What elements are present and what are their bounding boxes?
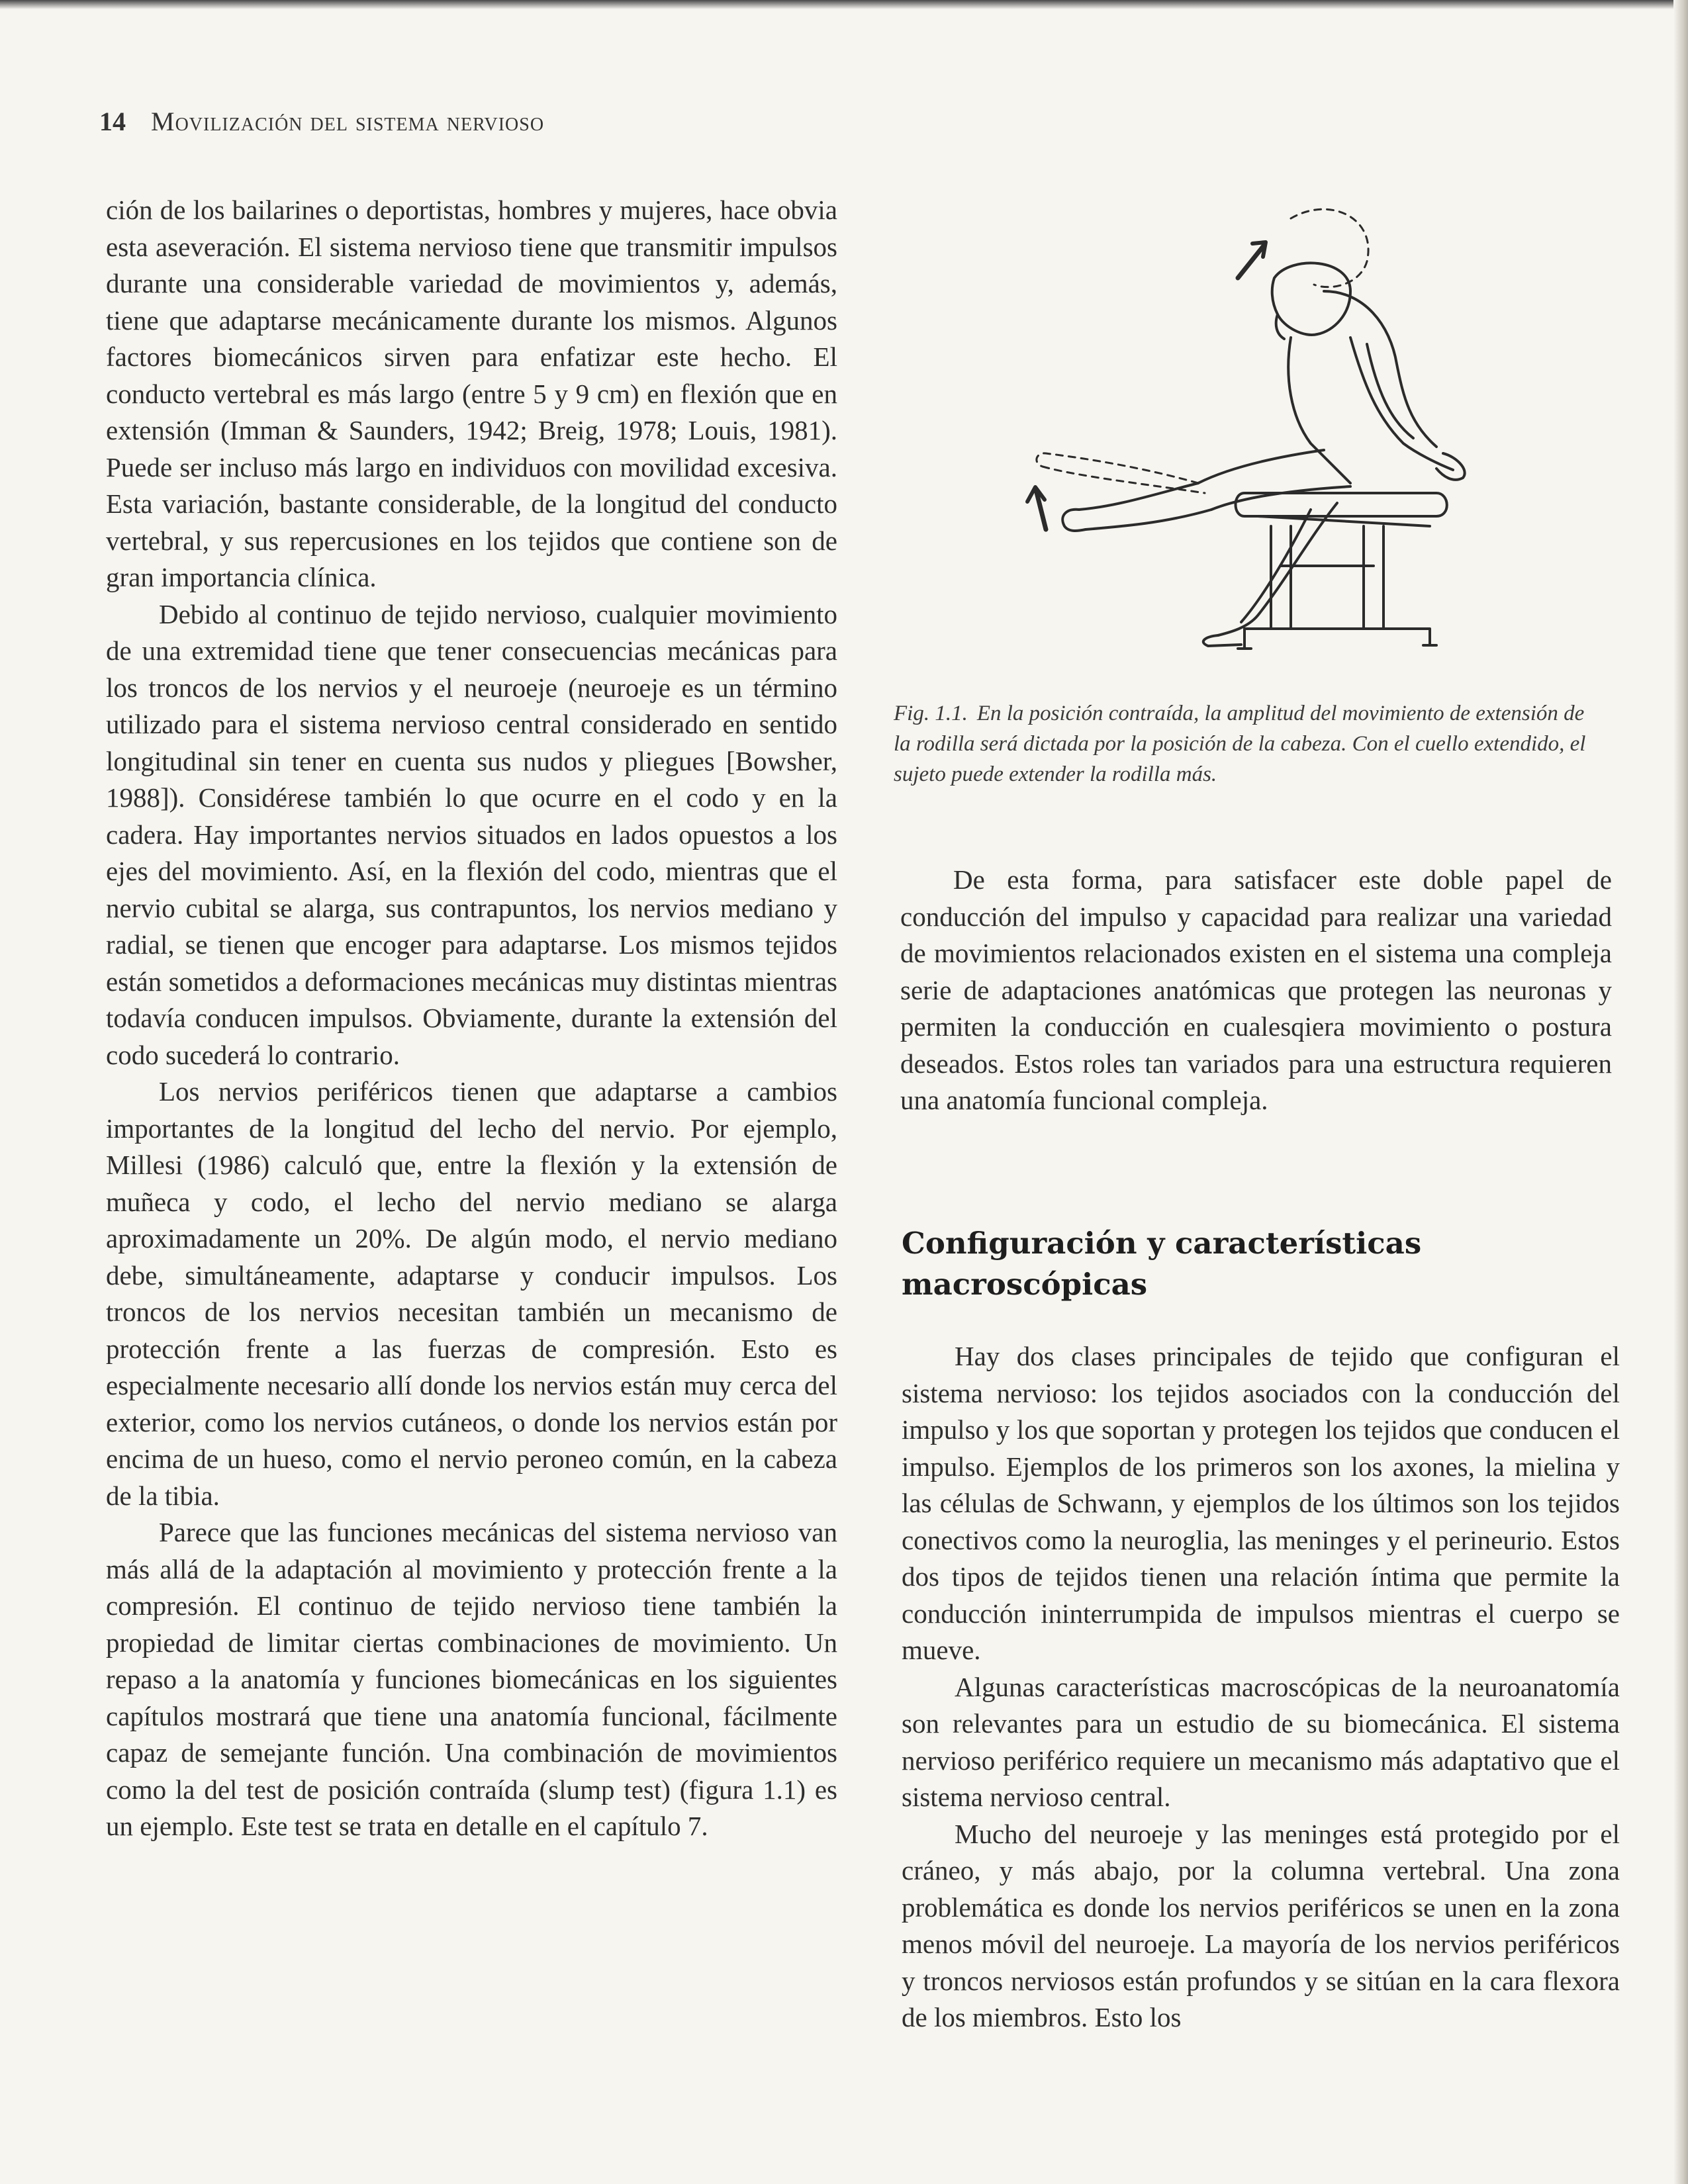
scan-top-edge (0, 0, 1688, 9)
scan-right-edge (1673, 0, 1688, 2184)
section-heading (902, 1223, 1564, 1305)
figure-label: Fig. 1.1. (894, 702, 968, 725)
right-paragraph-2: Algunas características macroscópicas de la neuroanatomía son relevantes para un estudio de su biomecánica. El sistema nervioso periférico requiere un mecanismo más adaptativo que el sistema nervioso central. (902, 1671, 1620, 1812)
left-paragraph-2: Debido al continuo de tejido nervioso, cualquier movimiento de una extremidad tiene que tener consecuencias mecánicas para los troncos de los nervios y el neuroeje (neuroeje es un término utilizado para el sistema nervioso central considerado en sentido longitudinal sin tener en cuenta sus nudos y pliegues [Bowsher, 1988]). Considérese también lo que ocurre en el codo y en la cadera. Hay importantes nervios situados en lados opuestos a los ejes del movimiento. Así, en la flexión del codo, mientras que el nervio cubital se alarga, sus contrapuntos, los nervios mediano y radial, se tienen que encoger para adaptarse. Los mismos tejidos están sometidos a deformaciones mecánicas muy distintas mientras todavía conducen impulsos. Obviamente, durante la extensión del codo sucederá lo contrario. (106, 598, 837, 1070)
left-column (106, 192, 837, 1845)
section-heading-line-1: Configuración y características (902, 1226, 1422, 1261)
left-paragraph-3: Los nervios periféricos tienen que adaptarse a cambios importantes de la longitud del lecho del nervio. Por ejemplo, Millesi (1986) calculó que, entre la flexión y la extensión de muñeca y codo, el lecho del nervio mediano se alarga aproximadamente un 20%. De algún modo, el nervio mediano debe, simultáneamente, adaptarse y conducir impulsos. Los troncos de los nervios necesitan también un mecanismo de protección frente a las fuerzas de compresión. Esto es especialmente necesario allí donde los nervios están muy cerca del exterior, como los nervios cutáneos, o donde los nervios están por encima de un hueso, como el nervio peroneo común, en la cabeza de la tibia. (106, 1076, 837, 1511)
slump-test-illustration (980, 192, 1536, 668)
left-paragraph-4: Parece que las funciones mecánicas del sistema nervioso van más allá de la adaptación al movimiento y protección frente a la compresión. El continuo de tejido nervioso tiene también la propiedad de limitar ciertas combinaciones de movimiento. Un repaso a la anatomía y funciones biomecánicas en los siguientes capítulos mostrará que tiene una anatomía funcional, fácilmente capaz de semejante función. Una combinación de movimientos como la del test de posición contraída (slump test) (figura 1.1) es un ejemplo. Este test se trata en detalle en el capítulo 7. (106, 1517, 837, 1841)
page-header (99, 106, 544, 146)
right-paragraph-1: Hay dos clases principales de tejido que configuran el sistema nervioso: los tejidos asociados con la conducción del impulso y los que soportan y protegen los tejidos que conducen el impulso. Ejemplos de los primeros son los axones, la mielina y las células de Schwann, y ejemplos de los últimos son los tejidos conectivos como la neuroglia, las meninges y el perineurio. Estos dos tipos de tejidos tienen una relación íntima que permite la conducción ininterrumpida de impulsos mientras el cuerpo se mueve. (902, 1341, 1620, 1665)
figure-caption (894, 698, 1595, 790)
figure-slump-test (980, 192, 1536, 668)
right-paragraph-top: De esta forma, para satisfacer este doble papel de conducción del impulso y capacidad para realizar una variedad de movimientos relacionados existen en el sistema una compleja serie de adaptaciones anatómicas que protegen las neuronas y permiten la conducción en cualesqiera movimiento o postura deseados. Estos roles tan variados para una estructura requieren una anatomía funcional compleja. (900, 864, 1612, 1115)
page-number: 14 (99, 107, 126, 136)
section-heading-line-2: macroscópicas (902, 1267, 1148, 1302)
left-paragraph-1: ción de los bailarines o deportistas, hombres y mujeres, hace obvia esta aseveración. El sistema nervioso tiene que transmitir impulsos durante una considerable variedad de movimientos y, además, tiene que adaptarse mecánicamente durante los mismos. Algunos factores biomecánicos sirven para enfatizar este hecho. El conducto vertebral es más largo (entre 5 y 9 cm) en flexión que en extensión (Imman & Saunders, 1942; Breig, 1978; Louis, 1981). Puede ser incluso más largo en individuos con movilidad excesiva. Esta variación, bastante considerable, de la longitud del conducto vertebral, y sus repercusiones en los tejidos que contiene son de gran importancia clínica. (106, 195, 837, 592)
right-column-bottom (902, 1338, 1620, 2036)
figure-caption-text: En la posición contraída, la amplitud del movimiento de extensión de la rodilla será dictada por la posición de la cabeza. Con el cuello extendido, el sujeto puede extender la rodilla más. (894, 702, 1586, 786)
running-title: Movilización del sistema nervioso (151, 107, 545, 136)
right-column-top (900, 862, 1612, 1119)
right-paragraph-3: Mucho del neuroeje y las meninges está protegido por el cráneo, y más abajo, por la columna vertebral. Una zona problemática es donde los nervios periféricos se unen en la zona menos móvil del neuroeje. La mayoría de los nervios periféricos y troncos nerviosos están profundos y se sitúan en la cara flexora de los miembros. Esto los (902, 1818, 1620, 2032)
